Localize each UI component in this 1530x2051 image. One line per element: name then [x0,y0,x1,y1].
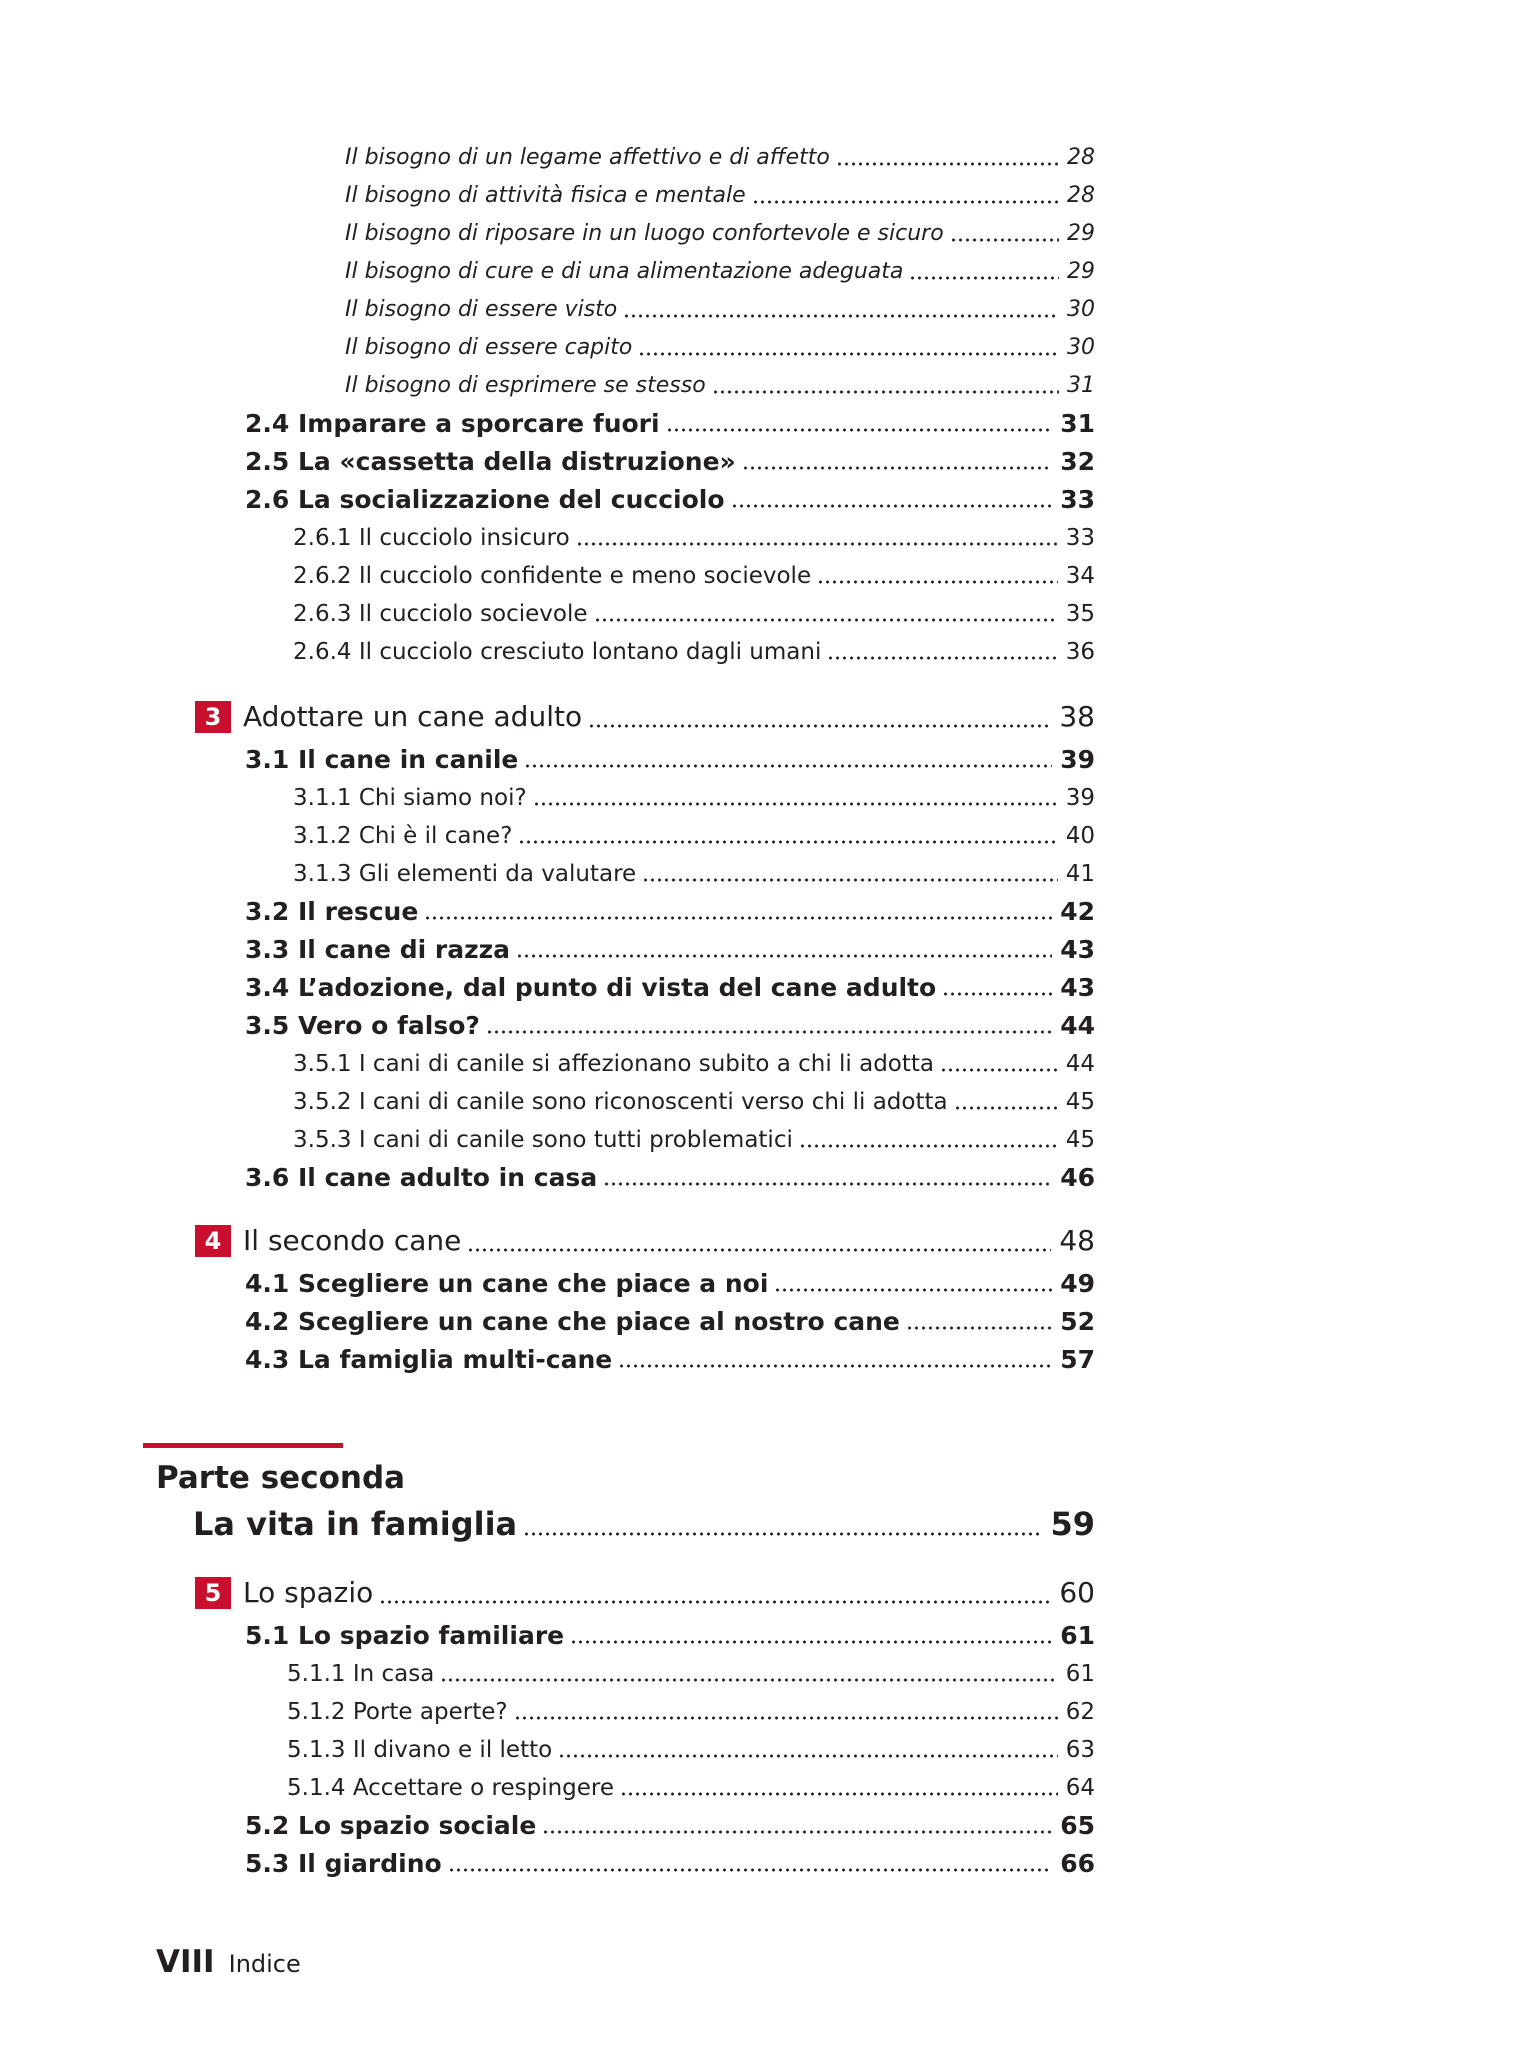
page-number: VIII [156,1944,215,1980]
toc-entry-title: 3.5.1 I cani di canile si affezionano subito a chi li adotta [293,1051,935,1077]
toc-entry-title: 5.2 Lo spazio sociale [245,1811,537,1840]
leader-dots [906,1326,1052,1330]
toc-entry-title: 3.1 Il cane in canile [245,745,519,774]
leader-dots [940,1068,1058,1072]
toc-section[interactable] [245,1616,1095,1652]
toc-entry-page: 64 [1065,1775,1095,1801]
toc-chapter-3[interactable] [195,694,1095,736]
toc-entry-page: 42 [1060,897,1095,926]
toc-section[interactable] [245,1158,1095,1194]
running-footer-label: Indice [228,1950,301,1978]
toc-entry-page: 29 [1067,259,1095,284]
toc-entry-page: 30 [1067,335,1095,360]
leader-dots [542,1830,1052,1834]
toc-entry-title: 5.1.1 In casa [287,1661,435,1687]
toc-entry-title: 3.1.2 Chi è il cane? [293,823,513,849]
toc-entry-page: 44 [1065,1051,1095,1077]
leader-dots [570,1640,1052,1644]
leader-dots [942,992,1052,996]
toc-entry-page: 39 [1065,785,1095,811]
toc-entry-title: 3.5.2 I cani di canile sono riconoscenti verso chi li adotta [293,1089,948,1115]
toc-section[interactable] [245,1806,1095,1842]
chapter-number-badge: 5 [195,1577,231,1609]
toc-subsection[interactable] [293,1120,1095,1156]
toc-section[interactable] [245,740,1095,776]
toc-entry-title: Il bisogno di esprimere se stesso [345,373,706,398]
leader-dots [666,428,1053,432]
toc-entry-title: Il bisogno di attività fisica e mentale [345,183,746,208]
toc-subsection[interactable] [287,1768,1095,1804]
toc-section[interactable] [245,480,1095,516]
toc-section[interactable] [245,1844,1095,1880]
leader-dots [516,954,1052,958]
toc-subsection[interactable] [287,1654,1095,1690]
toc-entry-page: 30 [1067,297,1095,322]
toc-entry-page: 61 [1060,1621,1095,1650]
leader-dots [576,542,1058,546]
toc-entry-page: 32 [1060,447,1095,476]
toc-entry-page: 31 [1067,373,1095,398]
leader-dots [594,618,1058,622]
leader-dots [486,1030,1052,1034]
toc-section[interactable] [245,1340,1095,1376]
leader-dots [518,840,1057,844]
toc-entry-page: 44 [1060,1011,1095,1040]
leader-dots [440,1678,1057,1682]
toc-entry-page: 57 [1060,1345,1095,1374]
toc-entry-page: 45 [1065,1089,1095,1115]
toc-section[interactable] [245,1264,1095,1300]
toc-section[interactable] [245,930,1095,966]
toc-entry-title: 5.3 Il giardino [245,1849,442,1878]
toc-subsection[interactable] [293,1044,1095,1080]
toc-entry-title: 2.6.1 Il cucciolo insicuro [293,525,570,551]
toc-subsection[interactable] [287,1692,1095,1728]
chapter-number-badge: 4 [195,1225,231,1257]
leader-dots [638,352,1059,356]
toc-subsection[interactable] [293,1082,1095,1118]
toc-entry-page: 35 [1065,601,1095,627]
toc-entry-page: 45 [1065,1127,1095,1153]
toc-entry-title: 2.6 La socializzazione del cucciolo [245,485,725,514]
leader-dots [642,878,1058,882]
part-divider-rule [143,1443,343,1448]
toc-subsection[interactable] [287,1730,1095,1766]
toc-entry-title: 3.5.3 I cani di canile sono tutti problematici [293,1127,793,1153]
toc-entry-title: 2.4 Imparare a sporcare fuori [245,409,660,438]
toc-entry[interactable] [345,252,1095,288]
toc-entry-page: 66 [1060,1849,1095,1878]
page-footer [156,1944,301,1980]
toc-entry-page: 43 [1060,935,1095,964]
toc-entry-page: 28 [1067,145,1095,170]
toc-entry-title: Il bisogno di essere visto [345,297,618,322]
toc-entry-title: 2.6.3 Il cucciolo socievole [293,601,588,627]
toc-subsection[interactable] [293,778,1095,814]
toc-entry-title: 2.6.2 Il cucciolo confidente e meno socievole [293,563,812,589]
toc-entry[interactable] [345,214,1095,250]
leader-dots [817,580,1058,584]
toc-entry-page: 52 [1060,1307,1095,1336]
toc-section[interactable] [245,1006,1095,1042]
toc-entry-title: 3.3 Il cane di razza [245,935,511,964]
toc-entry-page: 59 [1050,1505,1095,1543]
part-label: Parte seconda [156,1460,406,1496]
leader-dots [774,1288,1052,1292]
leader-dots [742,466,1052,470]
leader-dots [588,724,1051,728]
toc-entry-title: 4.2 Scegliere un cane che piace al nostro cane [245,1307,900,1336]
toc-entry-page: 33 [1065,525,1095,551]
leader-dots [448,1868,1053,1872]
toc-chapter-5[interactable] [195,1570,1095,1612]
toc-section[interactable] [245,442,1095,478]
leader-dots [467,1248,1051,1252]
leader-dots [618,1364,1052,1368]
leader-dots [620,1792,1058,1796]
leader-dots [827,656,1057,660]
toc-entry-title: 3.1.1 Chi siamo noi? [293,785,527,811]
toc-section[interactable] [245,404,1095,440]
toc-entry-title: Il bisogno di riposare in un luogo confortevole e sicuro [345,221,944,246]
toc-entry-page: 43 [1060,973,1095,1002]
toc-entry-page: 38 [1059,700,1095,733]
leader-dots [558,1754,1058,1758]
toc-entry-title: 3.1.3 Gli elementi da valutare [293,861,637,887]
toc-chapter-4[interactable] [195,1218,1095,1260]
toc-entry[interactable] [345,328,1095,364]
toc-subsection[interactable] [293,556,1095,592]
toc-entry-page: 61 [1065,1661,1095,1687]
toc-entry-page: 39 [1060,745,1095,774]
toc-entry-page: 31 [1060,409,1095,438]
toc-entry-title: Il bisogno di essere capito [345,335,633,360]
leader-dots [603,1182,1052,1186]
toc-entry[interactable] [345,366,1095,402]
chapter-number-badge: 3 [195,701,231,733]
leader-dots [424,916,1052,920]
leader-dots [954,1106,1058,1110]
toc-section[interactable] [245,968,1095,1004]
toc-entry-title: 2.5 La «cassetta della distruzione» [245,447,736,476]
toc-entry-title: La vita in famiglia [193,1505,518,1543]
toc-entry-page: 40 [1065,823,1095,849]
toc-entry-page: 60 [1059,1576,1095,1609]
toc-subsection[interactable] [293,594,1095,630]
toc-entry-title: 4.3 La famiglia multi-cane [245,1345,613,1374]
toc-subsection[interactable] [293,854,1095,890]
toc-entry[interactable] [345,176,1095,212]
toc-entry-page: 28 [1067,183,1095,208]
toc-entry-page: 41 [1065,861,1095,887]
toc-entry-page: 34 [1065,563,1095,589]
toc-entry-page: 49 [1060,1269,1095,1298]
toc-entry-page: 62 [1065,1699,1095,1725]
toc-entry[interactable] [345,138,1095,174]
toc-section[interactable] [245,892,1095,928]
toc-entry-page: 29 [1067,221,1095,246]
toc-entry-page: 65 [1060,1811,1095,1840]
leader-dots [752,200,1059,204]
toc-entry-title: Il bisogno di un legame affettivo e di affetto [345,145,830,170]
toc-entry-title: 3.5 Vero o falso? [245,1011,480,1040]
toc-entry-title: Il secondo cane [243,1224,462,1257]
toc-entry-page: 48 [1059,1224,1095,1257]
toc-entry-title: 4.1 Scegliere un cane che piace a noi [245,1269,769,1298]
leader-dots [712,390,1059,394]
toc-subsection[interactable] [293,632,1095,668]
toc-entry-title: Il bisogno di cure e di una alimentazione adeguata [345,259,904,284]
toc-entry-title: Adottare un cane adulto [243,700,583,733]
leader-dots [524,764,1052,768]
leader-dots [836,162,1059,166]
toc-subsection[interactable] [293,518,1095,554]
leader-dots [514,1716,1058,1720]
leader-dots [379,1600,1051,1604]
toc-entry-title: 5.1.2 Porte aperte? [287,1699,508,1725]
toc-subsection[interactable] [293,816,1095,852]
toc-entry-page: 46 [1060,1163,1095,1192]
toc-entry-page: 36 [1065,639,1095,665]
leader-dots [523,1532,1042,1536]
toc-entry-title: 5.1 Lo spazio familiare [245,1621,565,1650]
toc-entry-title: 5.1.4 Accettare o respingere [287,1775,615,1801]
leader-dots [731,504,1053,508]
toc-entry-title: 3.2 Il rescue [245,897,419,926]
toc-section[interactable] [245,1302,1095,1338]
leader-dots [533,802,1058,806]
toc-entry-page: 63 [1065,1737,1095,1763]
toc-entry-title: Lo spazio [243,1576,374,1609]
toc-entry-title: 3.4 L’adozione, dal punto di vista del cane adulto [245,973,937,1002]
leader-dots [623,314,1059,318]
toc-entry-title: 5.1.3 Il divano e il letto [287,1737,553,1763]
toc-part-title[interactable] [193,1500,1095,1544]
toc-entry-title: 2.6.4 Il cucciolo cresciuto lontano dagli umani [293,639,822,665]
leader-dots [950,238,1059,242]
toc-entry-title: 3.6 Il cane adulto in casa [245,1163,598,1192]
toc-entry-page: 33 [1060,485,1095,514]
leader-dots [909,276,1059,280]
leader-dots [799,1144,1058,1148]
toc-entry[interactable] [345,290,1095,326]
